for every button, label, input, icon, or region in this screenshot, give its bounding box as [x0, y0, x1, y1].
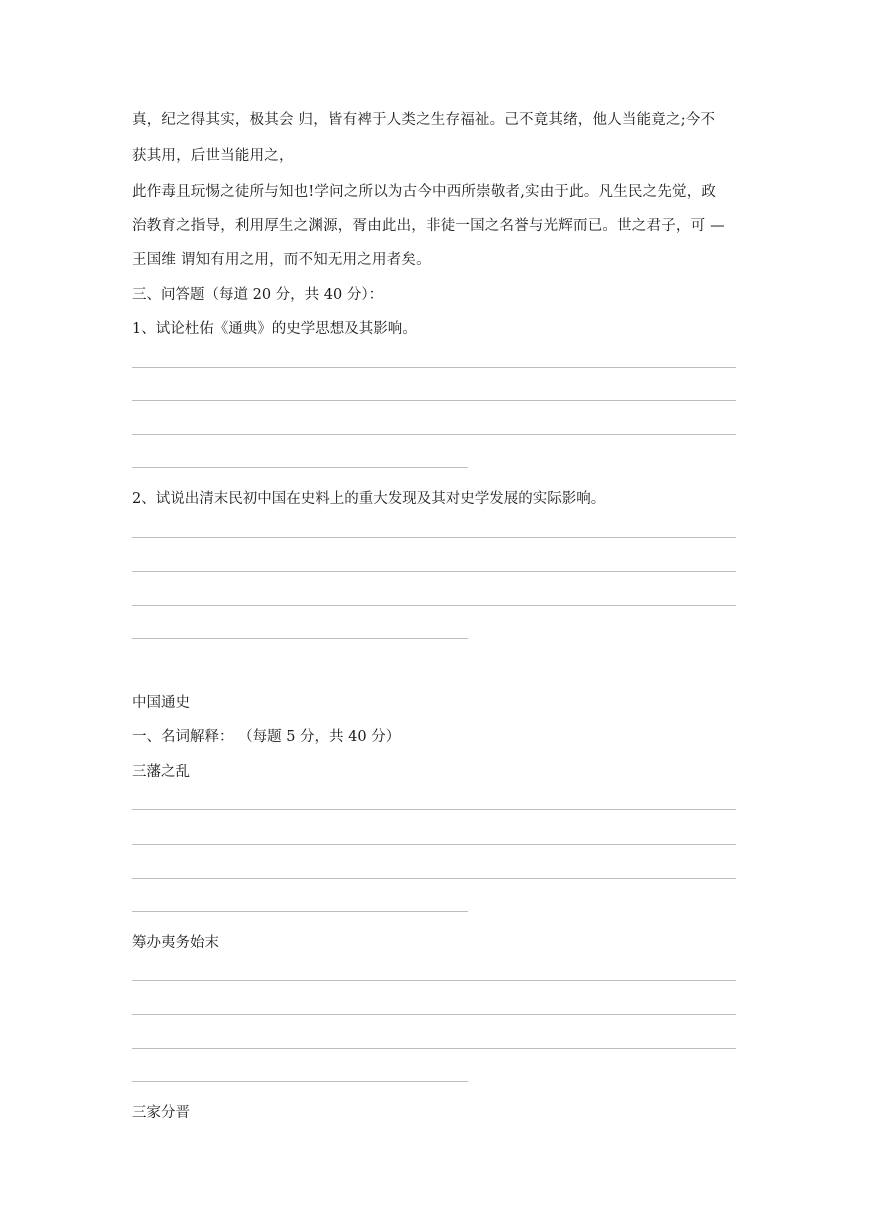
answer-line[interactable] [132, 1048, 736, 1049]
section-3-heading: 三、问答题（每道 20 分，共 40 分）： [132, 287, 384, 303]
passage-line-5: 王国维 谓知有用之用，而不知无用之用者矣。 [132, 252, 431, 268]
answer-line[interactable] [132, 1014, 736, 1015]
answer-line[interactable] [132, 571, 736, 572]
answer-line[interactable] [132, 980, 736, 981]
term-1: 三藩之乱 [132, 764, 190, 780]
term-3: 三家分晋 [132, 1105, 190, 1121]
answer-line[interactable] [132, 467, 468, 468]
question-1: 1、试论杜佑《通典》的史学思想及其影响。 [132, 321, 417, 337]
answer-line[interactable] [132, 844, 736, 845]
passage-line-1: 真，纪之得其实，极其会 归，皆有裨于人类之生存福祉。己不竟其绪，他人当能竟之;今不 [132, 112, 716, 128]
answer-line[interactable] [132, 1081, 468, 1082]
answer-line[interactable] [132, 605, 736, 606]
passage-line-3: 此作毒且玩惕之徒所与知也!学问之所以为古今中西所崇敬者,实由于此。凡生民之先觉，政 [132, 184, 717, 200]
answer-line[interactable] [132, 878, 736, 879]
answer-line[interactable] [132, 638, 468, 639]
answer-line[interactable] [132, 367, 736, 368]
answer-line[interactable] [132, 434, 736, 435]
answer-line[interactable] [132, 911, 468, 912]
section-1-heading: 一、名词解释： （每题 5 分，共 40 分） [132, 729, 401, 745]
question-2: 2、试说出清末民初中国在史料上的重大发现及其对史学发展的实际影响。 [132, 491, 606, 507]
answer-line[interactable] [132, 400, 736, 401]
passage-line-4: 治教育之指导，利用厚生之渊源，胥由此出，非徒一国之名誉与光辉而已。世之君子，可 — [132, 218, 725, 234]
part-title: 中国通史 [132, 695, 190, 711]
term-2: 筹办夷务始末 [132, 935, 219, 951]
answer-line[interactable] [132, 537, 736, 538]
passage-line-2: 获其用，后世当能用之， [132, 148, 294, 164]
answer-line[interactable] [132, 809, 736, 810]
